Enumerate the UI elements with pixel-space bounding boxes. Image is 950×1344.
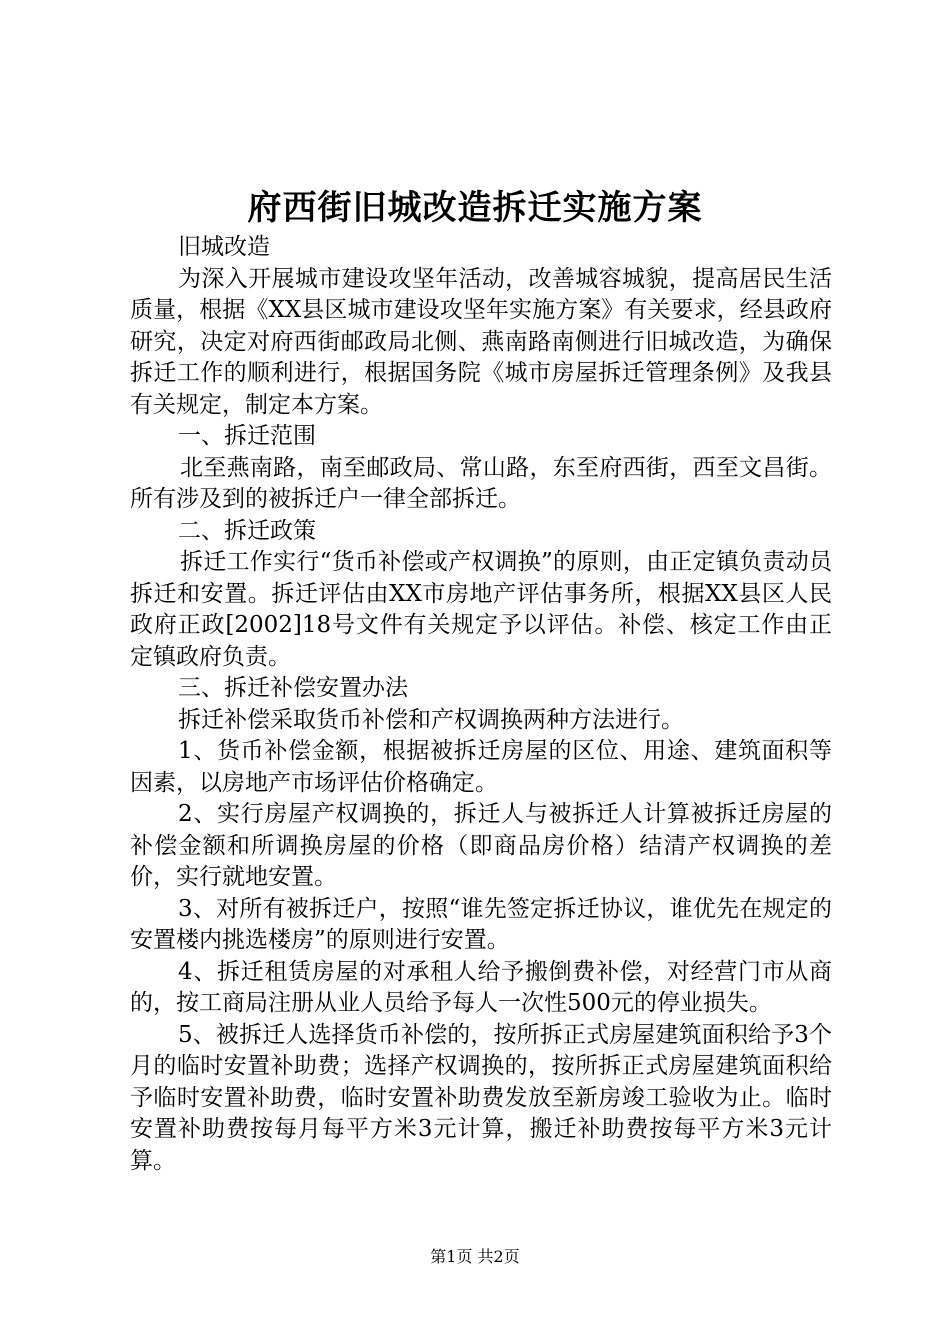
list-item-4: 4、拆迁租赁房屋的对承租人给予搬倒费补偿，对经营门市从商的，按工商局注册从业人员给予每人一次性500元的停业损失。 (130, 958, 832, 1016)
heading-compensation: 三、拆迁补偿安置办法 (178, 675, 408, 701)
list-item-5: 5、被拆迁人选择货币补偿的，按所拆正式房屋建筑面积给予3个月的临时安置补助费；选择产权调换的，按所拆正式房屋建筑面积给予临时安置补助费，临时安置补助费发放至新房竣工验收为止。临时安置补助费按每月每平方米3元计算，搬迁补助费按每平方米3元计算。 (130, 1021, 832, 1174)
list-item-2: 2、实行房屋产权调换的，拆迁人与被拆迁人计算被拆迁房屋的补偿金额和所调换房屋的价格（即商品房价格）结清产权调换的差价，实行就地安置。 (130, 801, 832, 890)
page-number-footer: 第1页 共2页 (430, 1247, 520, 1266)
paragraph-intro-label: 旧城改造 (178, 234, 270, 260)
paragraph-compensation-methods: 拆迁补偿采取货币补偿和产权调换两种方法进行。 (178, 706, 684, 733)
heading-policy: 二、拆迁政策 (178, 517, 316, 544)
document-title: 府西街旧城改造拆迁实施方案 (247, 188, 703, 228)
list-item-3: 3、对所有被拆迁户，按照“谁先签定拆迁协议，谁优先在规定的安置楼内挑选楼房”的原则进行安置。 (130, 895, 832, 953)
paragraph-preamble: 为深入开展城市建设攻坚年活动，改善城容城貌，提高居民生活质量，根据《XX县区城市建设攻坚年实施方案》有关要求，经县政府研究，决定对府西街邮政局北侧、燕南路南侧进行旧城改造，为确保拆迁工作的顺利进行，根据国务院《城市房屋拆迁管理条例》及我县有关规定，制定本方案。 (130, 265, 832, 418)
paragraph-scope: 北至燕南路，南至邮政局、常山路，东至府西街，西至文昌街。所有涉及到的被拆迁户一律全部拆迁。 (130, 454, 832, 512)
heading-scope: 一、拆迁范围 (178, 423, 316, 449)
paragraph-policy: 拆迁工作实行“货币补偿或产权调换”的原则，由正定镇负责动员拆迁和安置。拆迁评估由XX市房地产评估事务所，根据XX县区人民政府正政[2002]18号文件有关规定予以评估。补偿、核定工作由正定镇政府负责。 (130, 549, 832, 670)
list-item-1: 1、货币补偿金额，根据被拆迁房屋的区位、用途、建筑面积等因素，以房地产市场评估价格确定。 (130, 738, 832, 796)
document-body (130, 232, 832, 1177)
